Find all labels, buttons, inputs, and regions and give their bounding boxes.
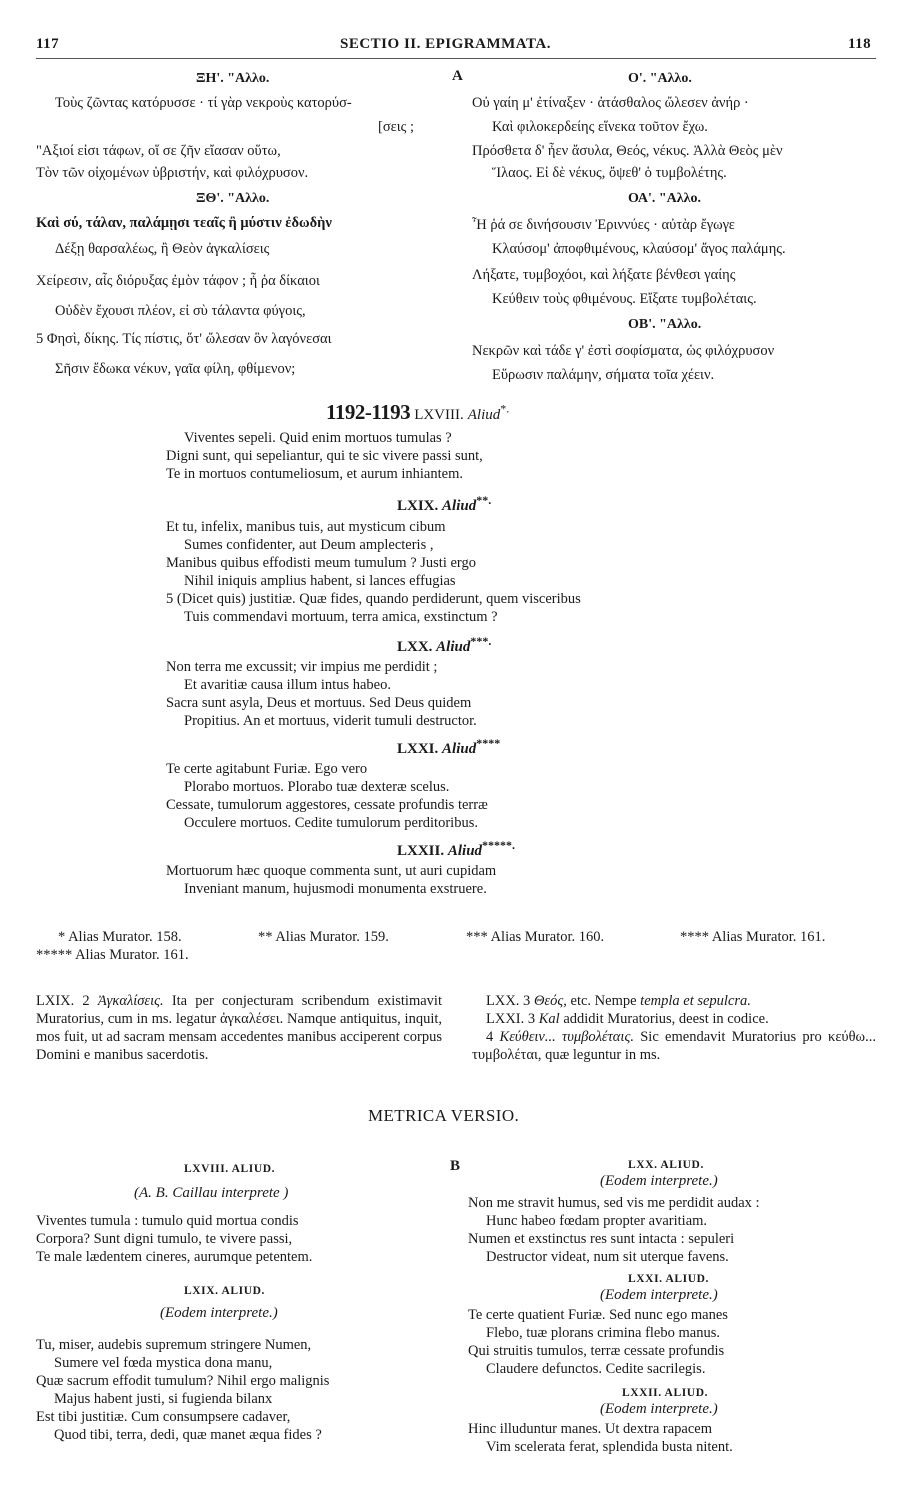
- running-title: SECTIO II. EPIGRAMMATA.: [340, 36, 551, 52]
- metrica-line: Te certe quatient Furiæ. Sed nunc ego manes: [468, 1307, 728, 1323]
- metrica-heading: LXIX. ALIUD.: [184, 1285, 266, 1297]
- metrica-line: Claudere defunctos. Cedite sacrilegis.: [486, 1361, 706, 1377]
- greek-heading: ΟΒ'. "Αλλο.: [628, 317, 702, 332]
- metrica-line: Numen et exstinctus res sunt intacta : sepuleri: [468, 1231, 735, 1247]
- latin-line: Digni sunt, qui sepeliantur, qui te sic vivere passi sunt,: [166, 448, 483, 464]
- latin-line: Nihil iniquis amplius habent, si lances effugias: [184, 573, 456, 589]
- latin-heading-68: [326, 400, 509, 425]
- footnote-marker: ****: [476, 736, 501, 750]
- note-body: Ita per conjecturam scribendum existimavit Muratorius, cum in ms. legatur ἀγκαλέσει. Namque antiquitus, inquit, mos fuit, ut ad sacram mensam accedentes manibus acciperent corpus Domini e manibus sacerdotis.: [36, 993, 442, 1063]
- latin-heading-71: [397, 736, 500, 758]
- footnote: * Alias Murator. 158.: [58, 929, 182, 945]
- greek-line: Ἦ ῥά σε δινήσουσιν Ἐριννύες · αὐτὰρ ἔγωγε: [472, 217, 735, 233]
- interpreter-credit: (Eodem interprete.): [160, 1305, 278, 1321]
- metrica-line: Quæ sacrum effodit tumulum? Nihil ergo malignis: [36, 1373, 330, 1389]
- header-rule: [36, 58, 876, 59]
- greek-line: Νεκρῶν καὶ τάδε γ' ἐστὶ σοφίσματα, ὡς φιλόχρυσον: [472, 343, 775, 359]
- heading-number: LXX.: [397, 639, 433, 655]
- interpreter-credit: (Eodem interprete.): [600, 1173, 718, 1189]
- note-left: [36, 992, 442, 1064]
- column-mark-a: A: [452, 68, 463, 84]
- footnote-marker: **.: [476, 493, 492, 507]
- footnote: **** Alias Murator. 161.: [680, 929, 826, 945]
- metrica-line: Hinc illuduntur manes. Ut dextra rapacem: [468, 1421, 713, 1437]
- latin-line: Et avaritiæ causa illum intus habeo.: [184, 677, 391, 693]
- metrica-line: Quod tibi, terra, dedi, quæ manet æqua fides ?: [54, 1427, 322, 1443]
- latin-heading-72: [397, 838, 515, 860]
- column-mark-b: B: [450, 1158, 461, 1174]
- latin-line: Inveniant manum, hujusmodi monumenta exstruere.: [184, 881, 487, 897]
- metrica-line: Est tibi justitiæ. Cum consumpsere cadaver,: [36, 1409, 291, 1425]
- footnote: ** Alias Murator. 159.: [258, 929, 389, 945]
- heading-number: LXVIII.: [414, 407, 464, 423]
- note-reference: 4: [486, 1029, 494, 1045]
- metrica-line: Tu, miser, audebis supremum stringere Numen,: [36, 1337, 312, 1353]
- greek-line: Καὶ σύ, τάλαν, παλάμῃσι τεαῖς ἢ μύστιν ἐδωδὴν: [36, 215, 332, 231]
- heading-number: LXXI.: [397, 741, 439, 757]
- page-number-left: 117: [36, 36, 60, 52]
- greek-line: [σεις ;: [378, 119, 415, 135]
- greek-line: Τὸν τῶν οἰχομένων ὑβριστήν, καὶ φιλόχρυσον.: [36, 165, 309, 181]
- heading-number: LXXII.: [397, 843, 445, 859]
- column-numbers: 1192-1193: [326, 400, 411, 424]
- latin-line: Manibus quibus effodisti meum tumulum ? Justi ergo: [166, 555, 476, 571]
- greek-line: Εὕρωσιν παλάμην, σήματα τοῖα χέειν.: [492, 367, 715, 383]
- metrica-heading: LXXII. ALIUD.: [622, 1387, 709, 1399]
- interpreter-credit: (Eodem interprete.): [600, 1401, 718, 1417]
- greek-line: 5 Φησὶ, δίκης. Τίς πίστις, ὅτ' ὤλεσαν ὃν λαγόνεσαι: [36, 331, 332, 347]
- metrica-heading: LXVIII. ALIUD.: [184, 1163, 276, 1175]
- latin-line: Non terra me excussit; vir impius me perdidit ;: [166, 659, 438, 675]
- greek-heading: ΞΗ'. "Αλλο.: [196, 71, 270, 86]
- greek-line: Καὶ φιλοκερδείης εἵνεκα τοῦτον ἔχω.: [492, 119, 708, 135]
- metrica-line: Non me stravit humus, sed vis me perdidit audax :: [468, 1195, 760, 1211]
- note-body: Sic emendavit Muratorius pro κεύθω... τυμβολέται, quæ leguntur in ms.: [472, 1029, 876, 1063]
- interpreter-credit: (A. B. Caillau interprete ): [134, 1185, 289, 1201]
- note-body-italic: templa et sepulcra.: [640, 993, 751, 1009]
- note-entry: [472, 1010, 876, 1028]
- greek-line: Λήξατε, τυμβοχόοι, καὶ λήξατε βένθεσι γαίης: [472, 267, 736, 283]
- metrica-line: Corpora? Sunt digni tumulo, te vivere passi,: [36, 1231, 293, 1247]
- note-body: addidit Muratorius, deest in codice.: [563, 1011, 769, 1027]
- latin-line: Cessate, tumulorum aggestores, cessate profundis terræ: [166, 797, 488, 813]
- greek-line: Κλαύσομ' ἀποφθιμένους, κλαύσομ' ἄγος παλάμης.: [492, 241, 786, 257]
- greek-heading: ΞΘ'. "Αλλο.: [196, 191, 270, 206]
- note-lemma: Θεός,: [533, 993, 567, 1009]
- greek-line: Χείρεσιν, αἷς διόρυξας ἐμὸν τάφον ; ἦ ῥα δίκαιοι: [36, 273, 320, 289]
- footnote-marker: ***.: [470, 634, 492, 648]
- metrica-line: Te male lædentem cineres, aurumque petentem.: [36, 1249, 313, 1265]
- latin-line: Mortuorum hæc quoque commenta sunt, ut auri cupidam: [166, 863, 497, 879]
- heading-aliud: Aliud: [467, 407, 501, 423]
- footnote: ***** Alias Murator. 161.: [36, 947, 189, 963]
- latin-heading-70: [397, 634, 491, 656]
- metrica-line: Viventes tumula : tumulo quid mortua condis: [36, 1213, 299, 1229]
- latin-line: Plorabo mortuos. Plorabo tuæ dexteræ scelus.: [184, 779, 450, 795]
- metrica-line: Qui struitis tumulos, terræ cessate profundis: [468, 1343, 725, 1359]
- heading-aliud: Aliud: [436, 639, 471, 655]
- heading-aliud: Aliud: [442, 741, 477, 757]
- heading-number: LXIX.: [397, 498, 439, 514]
- metrica-heading: LXX. ALIUD.: [628, 1159, 704, 1171]
- metrica-line: Sumere vel fœda mystica dona manu,: [54, 1355, 273, 1371]
- footnote-marker: *****.: [482, 838, 516, 852]
- note-lemma: Ἀγκαλίσεις.: [97, 993, 164, 1009]
- latin-line: Sumes confidenter, aut Deum amplecteris ,: [184, 537, 434, 553]
- note-reference: LXXI. 3: [486, 1011, 536, 1027]
- greek-line: Πρόσθετα δ' ἦεν ἄσυλα, Θεός, νέκυς. Ἀλλὰ Θεὸς μὲν: [472, 143, 783, 159]
- heading-aliud: Aliud: [447, 843, 483, 859]
- latin-line: Occulere mortuos. Cedite tumulorum perditoribus.: [184, 815, 478, 831]
- note-entry: [472, 1028, 876, 1064]
- metrica-line: Hunc habeo fœdam propter avaritiam.: [486, 1213, 708, 1229]
- latin-line: Tuis commendavi mortuum, terra amica, exstinctum ?: [184, 609, 498, 625]
- metrica-line: Vim scelerata ferat, splendida busta nitent.: [486, 1439, 733, 1455]
- greek-line: Σῆσιν ἔδωκα νέκυν, γαῖα φίλη, φθίμενον;: [55, 361, 296, 377]
- metrica-line: Flebo, tuæ plorans crimina flebo manus.: [486, 1325, 720, 1341]
- greek-heading: ΟΑ'. "Αλλο.: [628, 191, 702, 206]
- greek-line: Δέξῃ θαρσαλέως, ἢ Θεὸν ἀγκαλίσεις: [55, 241, 270, 257]
- greek-line: "Αξιοί εἰσι τάφων, οἵ σε ζῆν εἴασαν οὕτω,: [36, 143, 281, 159]
- footnote: *** Alias Murator. 160.: [466, 929, 605, 945]
- note-lemma: Κεύθειν... τυμβολέταις.: [499, 1029, 634, 1045]
- greek-heading: Ο'. "Αλλο.: [628, 71, 692, 86]
- greek-line: Οὐδὲν ἔχουσι πλέον, εἰ σὺ τάλαντα φύγοις,: [55, 303, 306, 319]
- note-reference: LXIX. 2: [36, 993, 90, 1009]
- metrica-heading: LXXI. ALIUD.: [628, 1273, 710, 1285]
- interpreter-credit: (Eodem interprete.): [600, 1287, 718, 1303]
- latin-line: Viventes sepeli. Quid enim mortuos tumulas ?: [184, 430, 452, 446]
- latin-line: Te certe agitabunt Furiæ. Ego vero: [166, 761, 368, 777]
- latin-line: Et tu, infelix, manibus tuis, aut mysticum cibum: [166, 519, 446, 535]
- latin-line: Sacra sunt asyla, Deus et mortuus. Sed Deus quidem: [166, 695, 472, 711]
- note-reference: LXX. 3: [486, 993, 531, 1009]
- latin-heading-69: [397, 493, 491, 515]
- note-right: [472, 992, 876, 1064]
- metrica-line: Destructor videat, num sit uterque favens.: [486, 1249, 729, 1265]
- greek-line: Ἵλαος. Εἰ δὲ νέκυς, ὄψεθ' ὁ τυμβολέτης.: [492, 165, 727, 181]
- section-title: METRICA VERSIO.: [368, 1106, 520, 1125]
- footnote-marker: *.: [500, 401, 510, 416]
- greek-line: Τοὺς ζῶντας κατόρυσσε · τί γὰρ νεκροὺς κατορύσ-: [55, 95, 352, 111]
- greek-line: Κεύθειν τοὺς φθιμένους. Εἴξατε τυμβολέταις.: [492, 291, 757, 307]
- note-body: etc. Nempe: [570, 993, 637, 1009]
- latin-line: 5 (Dicet quis) justitiæ. Quæ fides, quando perdiderunt, quem visceribus: [166, 591, 581, 607]
- note-lemma: Kal: [538, 1011, 560, 1027]
- greek-line: Οὐ γαίη μ' ἐτίναξεν · ἀτάσθαλος ὤλεσεν ἀνήρ ·: [472, 95, 749, 111]
- latin-line: Te in mortuos contumeliosum, et aurum inhiantem.: [166, 466, 463, 482]
- latin-line: Propitius. An et mortuus, viderit tumuli destructor.: [184, 713, 477, 729]
- metrica-line: Majus habent justi, si fugienda bilanx: [54, 1391, 273, 1407]
- note-entry: [472, 992, 876, 1010]
- heading-aliud: Aliud: [442, 498, 477, 514]
- page-number-right: 118: [848, 36, 872, 52]
